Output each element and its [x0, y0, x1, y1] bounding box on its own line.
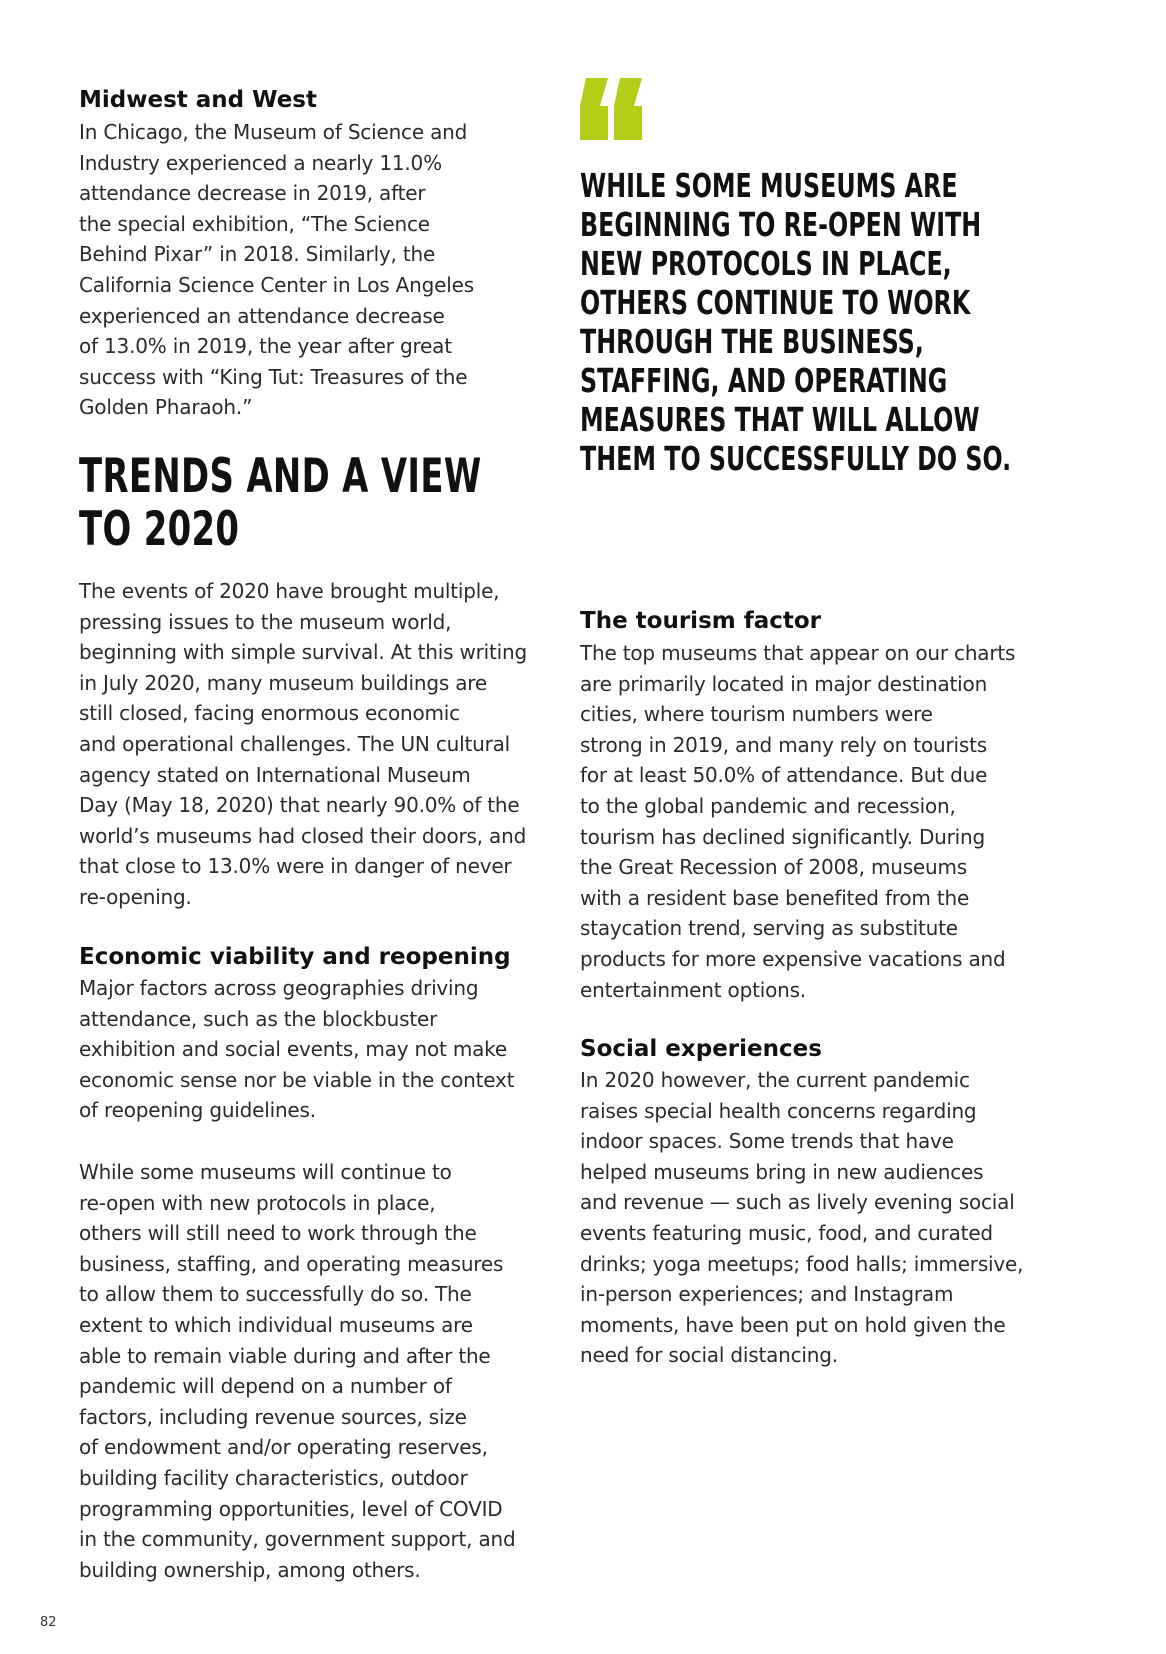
text-line: The events of 2020 have brought multiple, — [79, 579, 500, 603]
text-line: Major factors across geographies driving — [79, 976, 479, 1000]
text-line: able to remain viable during and after the — [79, 1343, 491, 1368]
text-line: re-open with new protocols in place, — [79, 1190, 436, 1215]
text-line: events featuring music, food, and curated — [580, 1220, 993, 1245]
text-line: Golden Pharaoh.” — [79, 395, 253, 420]
text-line: of endowment and/or operating reserves, — [79, 1435, 488, 1460]
text-line: products for more expensive vacations and — [580, 946, 1006, 971]
economic-paragraph-2 — [79, 1157, 515, 1585]
text-line: Industry experienced a nearly 11.0% — [79, 150, 442, 175]
pull-quote-line: BEGINNING TO RE-OPEN WITH — [580, 205, 982, 244]
social-paragraph — [580, 1065, 1023, 1371]
text-line: economic sense nor be viable in the context — [79, 1067, 515, 1092]
text-line: entertainment options. — [580, 977, 806, 1002]
text-line: Day (May 18, 2020) that nearly 90.0% of the — [79, 793, 520, 818]
pull-quote — [580, 166, 1011, 478]
text-line: others will still need to work through the — [79, 1221, 477, 1246]
pull-quote-line: THROUGH THE BUSINESS, — [580, 322, 924, 361]
pull-quote-line: THEM TO SUCCESSFULLY DO SO. — [580, 439, 1012, 478]
page-number: 82 — [40, 1615, 57, 1630]
text-line: that close to 13.0% were in danger of never — [79, 854, 512, 879]
text-line: tourism has declined significantly. During — [580, 824, 985, 849]
text-line: pandemic will depend on a number of — [79, 1374, 452, 1399]
section-title — [79, 450, 482, 556]
midwest-heading: Midwest and West — [79, 87, 317, 113]
section-title-line: TRENDS AND A VIEW — [79, 449, 482, 504]
pull-quote-line: OTHERS CONTINUE TO WORK — [580, 283, 971, 322]
text-line: and revenue — such as lively evening social — [580, 1190, 1015, 1215]
text-line: pressing issues to the museum world, — [79, 609, 452, 634]
text-line: to the global pandemic and recession, — [580, 793, 956, 818]
text-line: Behind Pixar” in 2018. Similarly, the — [79, 242, 436, 267]
text-line: and operational challenges. The UN cultural — [79, 731, 511, 756]
text-line: of 13.0% in 2019, the year after great — [79, 334, 452, 359]
text-line: of reopening guidelines. — [79, 1098, 316, 1123]
tourism-heading: The tourism factor — [580, 608, 822, 634]
text-line: exhibition and social events, may not make — [79, 1037, 507, 1062]
text-line: factors, including revenue sources, size — [79, 1404, 467, 1429]
text-line: staycation trend, serving as substitute — [580, 916, 958, 941]
text-line: moments, have been put on hold given the — [580, 1312, 1006, 1337]
text-line: raises special health concerns regarding — [580, 1098, 977, 1123]
text-line: in July 2020, many museum buildings are — [79, 670, 487, 695]
trends-paragraph — [79, 576, 527, 913]
open-quote-icon — [580, 78, 650, 140]
text-line: still closed, facing enormous economic — [79, 701, 460, 726]
text-line: need for social distancing. — [580, 1343, 838, 1368]
text-line: California Science Center in Los Angeles — [79, 272, 474, 297]
text-line: to allow them to successfully do so. The — [79, 1282, 472, 1307]
text-line: world’s museums had closed their doors, and — [79, 823, 527, 848]
text-line: strong in 2019, and many rely on tourists — [580, 732, 987, 757]
text-line: business, staffing, and operating measures — [79, 1251, 504, 1276]
pull-quote-line: WHILE SOME MUSEUMS ARE — [580, 166, 958, 205]
text-line: with a resident base benefited from the — [580, 885, 970, 910]
text-line: While some museums will continue to — [79, 1160, 452, 1184]
text-line: drinks; yoga meetups; food halls; immersive, — [580, 1251, 1024, 1276]
text-line: cities, where tourism numbers were — [580, 702, 933, 727]
text-line: attendance decrease in 2019, after — [79, 181, 426, 206]
text-line: The top museums that appear on our charts — [580, 641, 1016, 665]
text-line: the special exhibition, “The Science — [79, 211, 430, 236]
section-title-line: TO 2020 — [79, 502, 240, 557]
midwest-paragraph — [79, 117, 474, 423]
text-line: programming opportunities, level of COVID — [79, 1496, 503, 1521]
tourism-paragraph — [580, 638, 1015, 1005]
economic-heading: Economic viability and reopening — [79, 944, 511, 970]
text-line: success with “King Tut: Treasures of the — [79, 364, 468, 389]
text-line: beginning with simple survival. At this writing — [79, 640, 528, 665]
pull-quote-line: STAFFING, AND OPERATING — [580, 361, 948, 400]
text-line: building ownership, among others. — [79, 1557, 421, 1582]
text-line: the Great Recession of 2008, museums — [580, 855, 967, 880]
economic-paragraph — [79, 973, 514, 1126]
text-line: In 2020 however, the current pandemic — [580, 1068, 970, 1092]
text-line: helped museums bring in new audiences — [580, 1159, 984, 1184]
text-line: for at least 50.0% of attendance. But due — [580, 763, 988, 788]
text-line: experienced an attendance decrease — [79, 303, 445, 328]
social-heading: Social experiences — [580, 1036, 822, 1062]
text-line: extent to which individual museums are — [79, 1312, 473, 1337]
text-line: agency stated on International Museum — [79, 762, 471, 787]
text-line: In Chicago, the Museum of Science and — [79, 120, 468, 144]
pull-quote-line: MEASURES THAT WILL ALLOW — [580, 400, 980, 439]
text-line: building facility characteristics, outdoor — [79, 1465, 468, 1490]
pull-quote-line: NEW PROTOCOLS IN PLACE, — [580, 244, 952, 283]
text-line: in the community, government support, and — [79, 1527, 516, 1552]
text-line: are primarily located in major destination — [580, 671, 988, 696]
text-line: in-person experiences; and Instagram — [580, 1282, 954, 1307]
text-line: indoor spaces. Some trends that have — [580, 1129, 954, 1154]
text-line: attendance, such as the blockbuster — [79, 1006, 438, 1031]
text-line: re-opening. — [79, 884, 192, 909]
